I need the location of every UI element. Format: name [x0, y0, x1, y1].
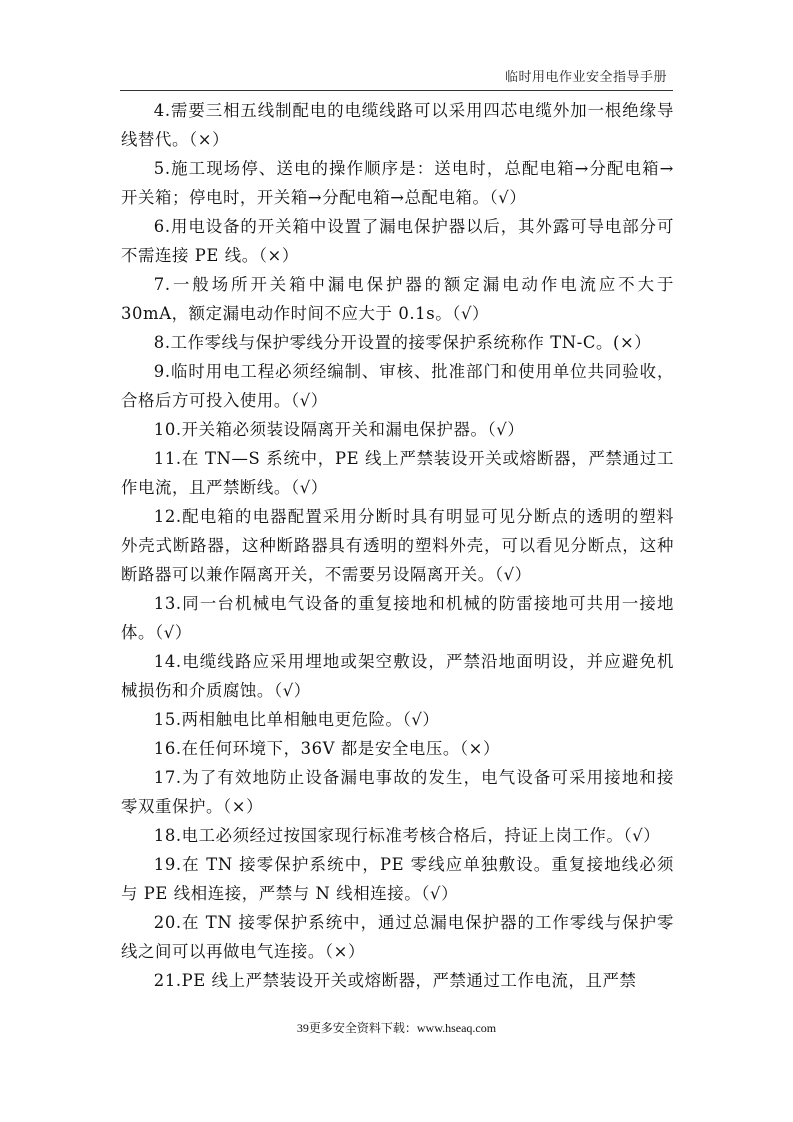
list-item: 11.在 TN—S 系统中，PE 线上严禁装设开关或熔断器，严禁通过工作电流，且严禁断线。（√）: [121, 449, 674, 497]
list-item: 8.工作零线与保护零线分开设置的接零保护系统称作 TN-C。(×）: [153, 333, 652, 352]
footer-link-text[interactable]: 更多安全资料下载：www.hseaq.com: [308, 1021, 497, 1035]
list-item: 6.用电设备的开关箱中设置了漏电保护器以后，其外露可导电部分可不需连接 PE 线。（×）: [121, 217, 674, 265]
list-item: 16.在任何环境下，36V 都是安全电压。（×）: [153, 739, 500, 758]
list-item: 10.开关箱必须装设隔离开关和漏电保护器。（√）: [153, 420, 525, 439]
list-item: 4.需要三相五线制配电的电缆线路可以采用四芯电缆外加一根绝缘导线替代。（×）: [121, 101, 674, 149]
list-item: 15.两相触电比单相触电更危险。（√）: [153, 710, 440, 729]
running-header-title: 临时用电作业安全指导手册: [504, 70, 667, 85]
header-divider: [120, 90, 673, 91]
page-footer: [0, 1019, 793, 1036]
list-item: 13.同一台机械电气设备的重复接地和机械的防雷接地可共用一接地体。（√）: [121, 594, 674, 642]
list-item: 7.一般场所开关箱中漏电保护器的额定漏电动作电流应不大于 30mA，额定漏电动作时间不应大于 0.1s。（√）: [121, 275, 674, 323]
list-item: 18.电工必须经过按国家现行标准考核合格后，持证上岗工作。（√）: [153, 826, 661, 845]
list-item: 5.施工现场停、送电的操作顺序是：送电时，总配电箱→分配电箱→开关箱；停电时，开关箱→分配电箱→总配电箱。（√）: [121, 159, 674, 207]
list-item: 20.在 TN 接零保护系统中，通过总漏电保护器的工作零线与保护零线之间可以再做电气连接。（×）: [121, 913, 674, 961]
page-number: 39: [296, 1021, 309, 1035]
list-item: 19.在 TN 接零保护系统中，PE 零线应单独敷设。重复接地线必须与 PE 线相连接，严禁与 N 线相连接。（√）: [121, 855, 674, 903]
list-item: 9.临时用电工程必须经编制、审核、批准部门和使用单位共同验收，合格后方可投入使用。（√）: [121, 362, 674, 410]
question-list: [121, 96, 674, 995]
list-item: 12.配电箱的电器配置采用分断时具有明显可见分断点的透明的塑料外壳式断路器，这种断路器具有透明的塑料外壳，可以看见分断点，这种断路器可以兼作隔离开关，不需要另设隔离开关。（√）: [121, 507, 674, 584]
list-item: 17.为了有效地防止设备漏电事故的发生，电气设备可采用接地和接零双重保护。（×）: [121, 768, 674, 816]
list-item: 21.PE 线上严禁装设开关或熔断器，严禁通过工作电流，且严禁: [153, 971, 637, 990]
list-item: 14.电缆线路应采用埋地或架空敷设，严禁沿地面明设，并应避免机械损伤和介质腐蚀。（√）: [121, 652, 674, 700]
